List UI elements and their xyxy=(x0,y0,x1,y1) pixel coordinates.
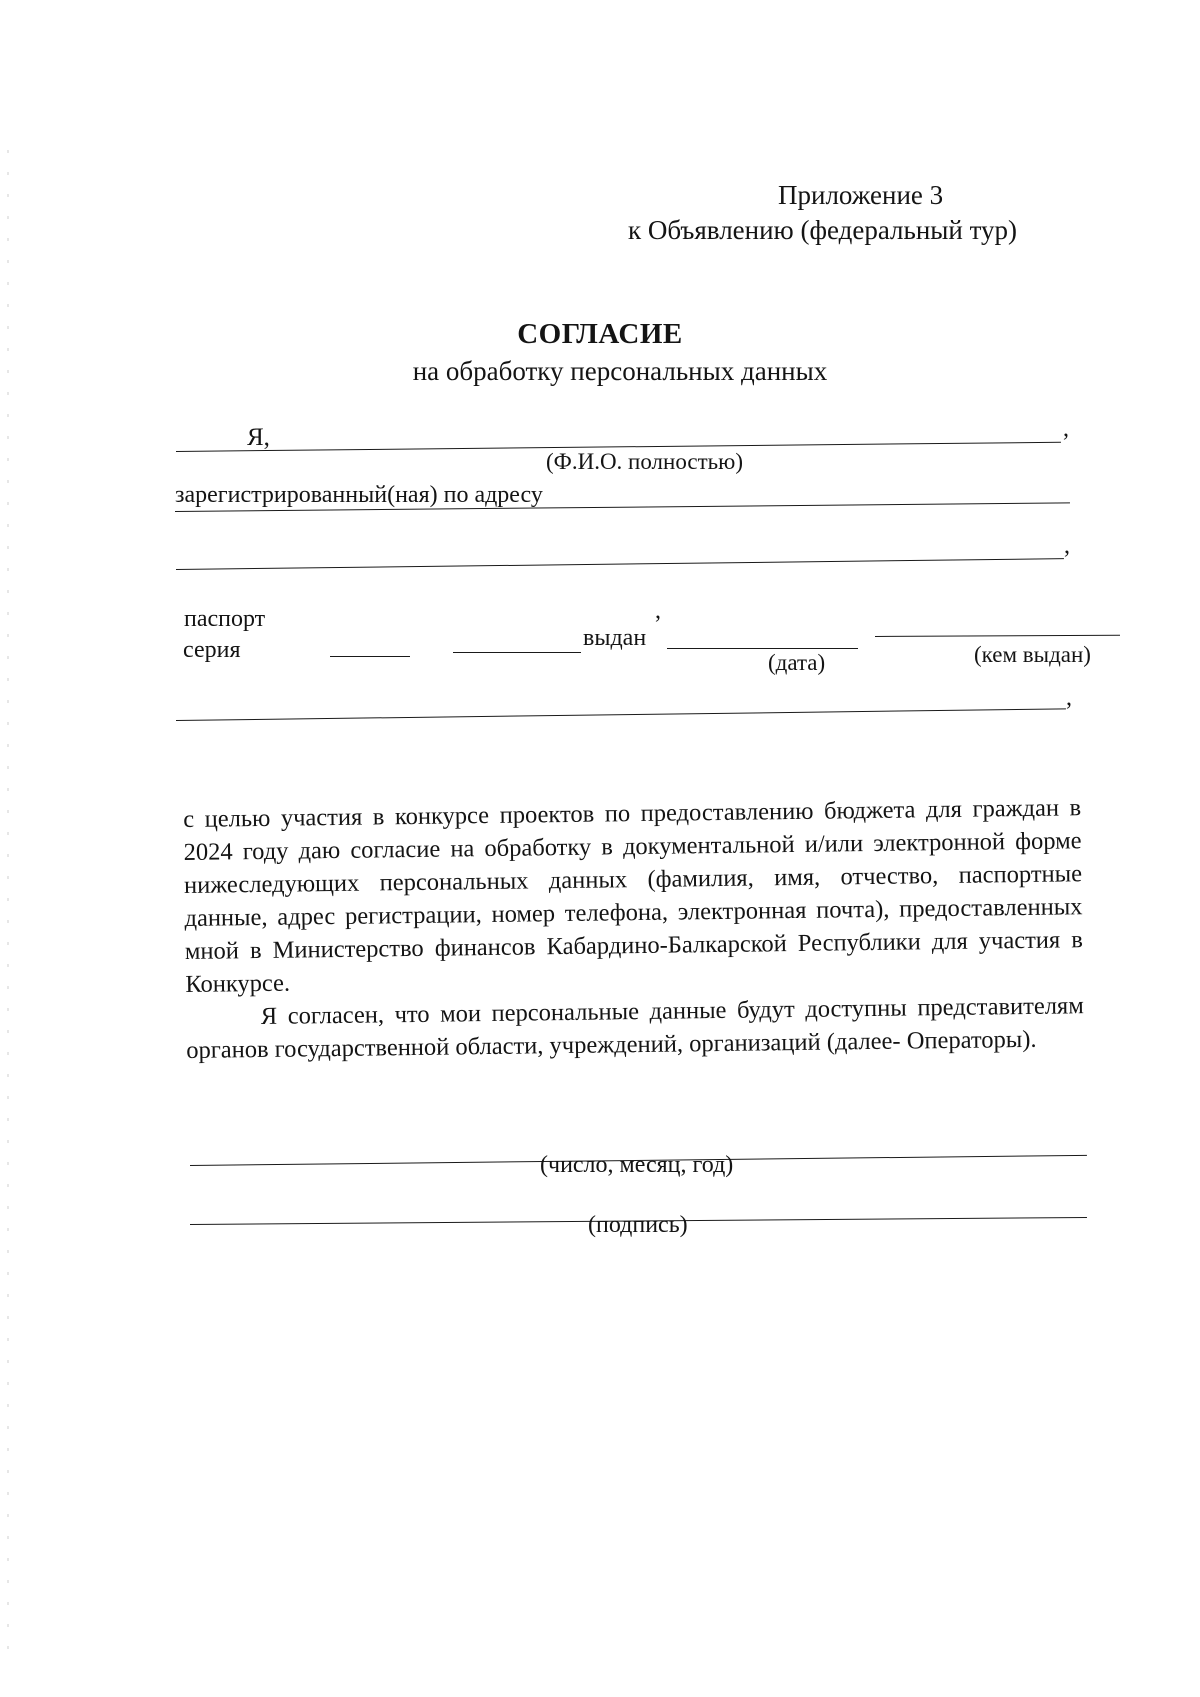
issue-date-line[interactable] xyxy=(667,648,858,649)
issuer-line[interactable] xyxy=(875,635,1120,637)
issued-label: выдан xyxy=(583,625,647,651)
name-comma: , xyxy=(1063,416,1069,442)
document-subtitle: на обработку персональных данных xyxy=(412,356,828,386)
document-title: СОГЛАСИЕ xyxy=(517,318,683,350)
consent-paragraph-1: с целью участия в конкурсе проектов по предоставлению бюджета для граждан в 2024 году даю согласие на обработку в документальной и/или электронной форме нижеследующих персональных данных (фамилия, имя, отчество, паспортные данные, адрес регистрации, номер телефона, электронная почта), предоставленных мной в Министерство финансов Кабардино-Балкарской Республики для участия в Конкурсе. xyxy=(183,794,1084,998)
passport-label: паспорт xyxy=(184,606,266,632)
series-label: серия xyxy=(183,637,241,663)
consent-paragraph-2: Я согласен, что мои персональные данные будут доступны представителям органов государственной области, учреждений, организаций (далее- Операторы). xyxy=(186,992,1084,1064)
date-signature-caption: (число, месяц, год) xyxy=(540,1152,734,1178)
address-second-line[interactable] xyxy=(176,558,1064,570)
name-prefix: Я, xyxy=(247,424,270,451)
date-caption: (дата) xyxy=(768,650,826,675)
passport-series-line[interactable] xyxy=(330,656,410,657)
annex-title: Приложение 3 xyxy=(778,180,944,210)
passport-number-line[interactable] xyxy=(453,652,581,653)
name-caption: (Ф.И.О. полностью) xyxy=(546,449,744,474)
annex-subtitle: к Объявлению (федеральный тур) xyxy=(628,215,1018,245)
issued-comma: , xyxy=(655,598,661,624)
address-label: зарегистрированный(ная) по адресу xyxy=(175,482,543,508)
issuer-second-line[interactable] xyxy=(176,708,1066,721)
address-comma: , xyxy=(1064,533,1070,559)
consent-text xyxy=(183,791,1084,1067)
issuer-caption: (кем выдан) xyxy=(974,642,1091,667)
issuer-comma: , xyxy=(1066,685,1072,711)
signature-caption: (подпись) xyxy=(588,1212,688,1238)
